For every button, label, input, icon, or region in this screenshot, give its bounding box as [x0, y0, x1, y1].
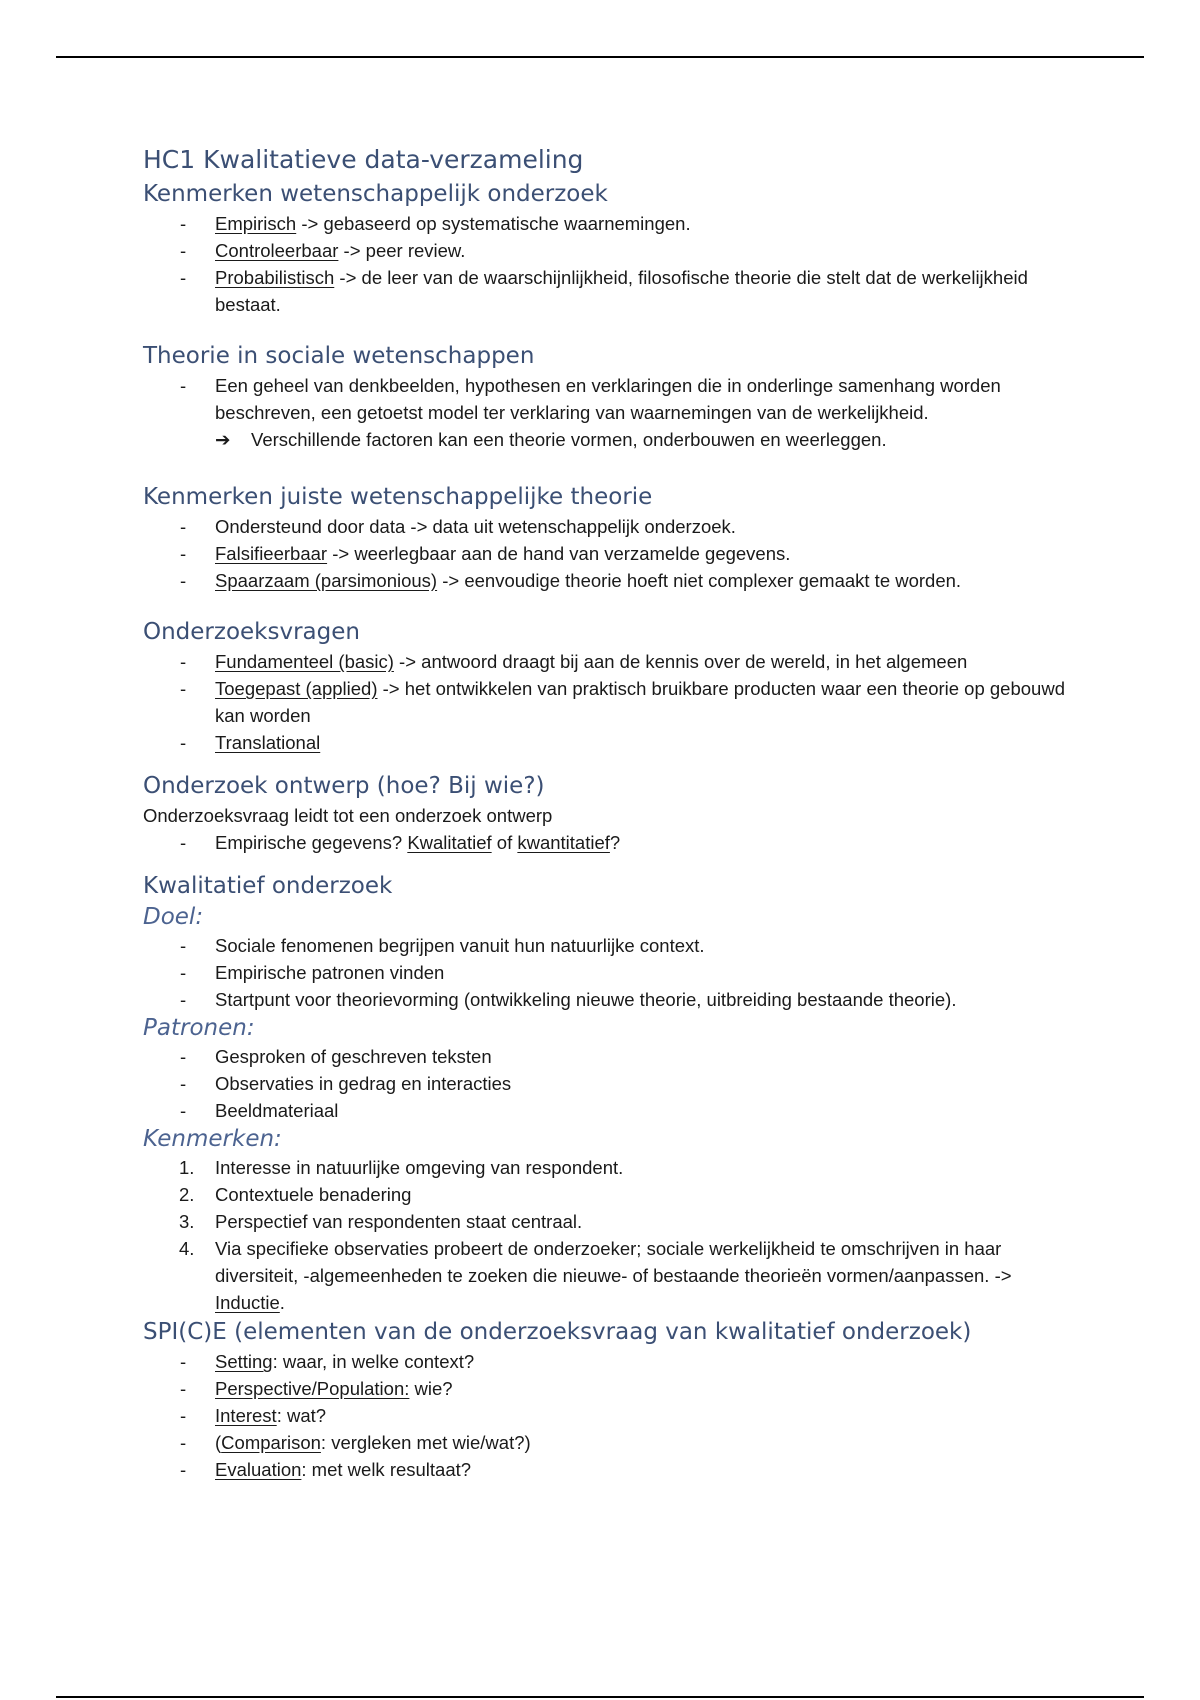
- term: Perspective/Population:: [215, 1378, 410, 1399]
- list-item: 1. Interesse in natuurlijke omgeving van respondent.: [179, 1157, 624, 1178]
- list-item: - Controleerbaar -> peer review.: [143, 237, 1083, 264]
- list-item: - Evaluation: met welk resultaat?: [143, 1456, 1083, 1483]
- term: Inductie: [215, 1292, 280, 1313]
- term: Interest: [215, 1405, 277, 1426]
- term: Comparison: [221, 1432, 321, 1453]
- list-item: - Interest: wat?: [143, 1402, 1083, 1429]
- section-heading-onderzoek-ontwerp: Onderzoek ontwerp (hoe? Bij wie?): [143, 773, 545, 799]
- body-text: Onderzoeksvraag leidt tot een onderzoek ontwerp: [143, 805, 553, 826]
- list-item: [143, 729, 1083, 756]
- list-item: 2. Contextuele benadering: [179, 1184, 412, 1205]
- list-item: - (Comparison: vergleken met wie/wat?): [143, 1429, 1083, 1456]
- list-item: - Spaarzaam (parsimonious) -> eenvoudige theorie hoeft niet complexer gemaakt te worden.: [143, 567, 1083, 594]
- subheading-doel: Doel:: [143, 904, 204, 930]
- ontwerp-list: [143, 829, 1083, 856]
- list-item: - Gesproken of geschreven teksten: [143, 1043, 1083, 1070]
- section-heading-juiste-theorie: Kenmerken juiste wetenschappelijke theorie: [143, 484, 653, 510]
- document-title: HC1 Kwalitatieve data-verzameling: [143, 145, 584, 174]
- term: Toegepast (applied): [215, 678, 378, 699]
- kenmerken-list: [143, 210, 1083, 318]
- term: kwantitatief: [517, 832, 610, 853]
- section-heading-spice: SPI(C)E (elementen van de onderzoeksvraag van kwalitatief onderzoek): [143, 1319, 972, 1345]
- term: Translational: [215, 732, 321, 753]
- term: Spaarzaam (parsimonious): [215, 570, 438, 591]
- list-item: 3. Perspectief van respondenten staat centraal.: [179, 1211, 583, 1232]
- list-item: - Setting: waar, in welke context?: [143, 1348, 1083, 1375]
- subheading-patronen: Patronen:: [143, 1015, 255, 1041]
- term: Controleerbaar: [215, 240, 339, 261]
- page-header-rule: [56, 56, 1144, 58]
- list-item: - Toegepast (applied) -> het ontwikkelen van praktisch bruikbare producten waar een theorie op gebouwd kan worden: [143, 675, 1083, 729]
- juiste-theorie-list: [143, 513, 1083, 594]
- list-item: - Sociale fenomenen begrijpen vanuit hun natuurlijke context.: [143, 932, 1083, 959]
- term: Setting: [215, 1351, 273, 1372]
- term: Kwalitatief: [407, 832, 492, 853]
- list-item: - Beeldmateriaal: [143, 1097, 1083, 1124]
- list-item: - Falsifieerbaar -> weerlegbaar aan de hand van verzamelde gegevens.: [143, 540, 1083, 567]
- section-heading-onderzoeksvragen: Onderzoeksvragen: [143, 619, 360, 645]
- list-item: - Empirische patronen vinden: [143, 959, 1083, 986]
- section-heading-kenmerken: Kenmerken wetenschappelijk onderzoek: [143, 181, 608, 207]
- spice-list: [143, 1348, 1083, 1483]
- list-item: 4. Via specifieke observaties probeert de onderzoeker; sociale werkelijkheid te omschrijven in haar diversiteit, -algemeenheden te zoeken die nieuwe- of bestaande theorieën vormen/aanpassen. -> Inductie.: [179, 1238, 1012, 1313]
- arrow-icon: ➔: [215, 429, 231, 450]
- term: Probabilistisch: [215, 267, 335, 288]
- term: Evaluation: [215, 1459, 302, 1480]
- theorie-list: [143, 372, 1083, 426]
- subheading-kenmerken: Kenmerken:: [143, 1126, 282, 1152]
- section-heading-kwalitatief-onderzoek: Kwalitatief onderzoek: [143, 873, 393, 899]
- document-body: [143, 142, 1083, 1483]
- doel-list: [143, 932, 1083, 1013]
- section-heading-theorie: Theorie in sociale wetenschappen: [143, 343, 535, 369]
- term: Falsifieerbaar: [215, 543, 328, 564]
- list-item: - Empirisch -> gebaseerd op systematische waarnemingen.: [143, 210, 1083, 237]
- list-item: - Perspective/Population: wie?: [143, 1375, 1083, 1402]
- term: Empirisch: [215, 213, 297, 234]
- list-item: - Empirische gegevens? Kwalitatief of kwantitatief?: [143, 829, 1083, 856]
- kenmerken-numbered-list: [143, 1154, 1083, 1316]
- arrow-note: ➔ Verschillende factoren kan een theorie vormen, onderbouwen en weerleggen.: [143, 426, 1083, 453]
- list-item: - Observaties in gedrag en interacties: [143, 1070, 1083, 1097]
- page-footer-rule: [56, 1696, 1144, 1698]
- list-item: - Startpunt voor theorievorming (ontwikkeling nieuwe theorie, uitbreiding bestaande theorie).: [143, 986, 1083, 1013]
- list-item: - Ondersteund door data -> data uit wetenschappelijk onderzoek.: [143, 513, 1083, 540]
- list-item: - Een geheel van denkbeelden, hypothesen en verklaringen die in onderlinge samenhang worden beschreven, een getoetst model ter verklaring van waarnemingen van de werkelijkheid.: [143, 372, 1083, 426]
- patronen-list: [143, 1043, 1083, 1124]
- term: Fundamenteel (basic): [215, 651, 394, 672]
- list-item: - Probabilistisch -> de leer van de waarschijnlijkheid, filosofische theorie die stelt dat de werkelijkheid bestaat.: [143, 264, 1083, 318]
- list-item: - Fundamenteel (basic) -> antwoord draagt bij aan de kennis over de wereld, in het algemeen: [143, 648, 1083, 675]
- onderzoeksvragen-list: [143, 648, 1083, 756]
